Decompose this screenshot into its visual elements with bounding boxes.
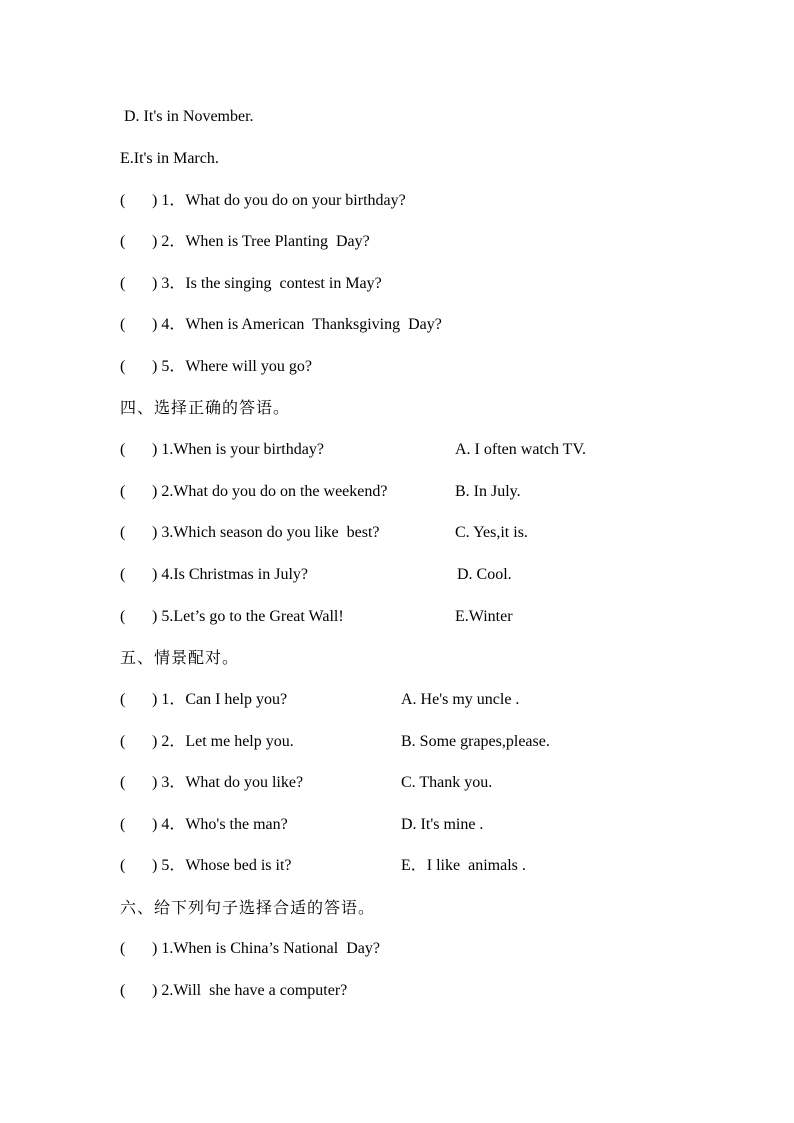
question-text: ) 3．Is the singing contest in May? bbox=[152, 275, 382, 292]
answer-blank[interactable]: ( bbox=[120, 857, 126, 874]
question-text: ) 1.When is China’s National Day? bbox=[152, 940, 380, 957]
question-text: ) 2.Will she have a computer? bbox=[152, 982, 348, 999]
question-text: ) 3．What do you like? bbox=[152, 774, 304, 791]
question-text: ) 2．Let me help you. bbox=[152, 733, 294, 750]
answer-option: A. I often watch TV. bbox=[455, 441, 586, 458]
answer-blank[interactable]: ( bbox=[120, 192, 126, 209]
answer-blank[interactable]: ( bbox=[120, 816, 126, 833]
section6-heading: 六、给下列句子选择合适的答语。 bbox=[120, 898, 376, 917]
answer-option: E.Winter bbox=[455, 608, 513, 625]
answer-blank[interactable]: ( bbox=[120, 940, 126, 957]
section5-heading: 五、情景配对。 bbox=[120, 648, 240, 667]
answer-blank[interactable]: ( bbox=[120, 441, 126, 458]
answer-option: C. Yes,it is. bbox=[455, 524, 528, 541]
question-text: ) 2．When is Tree Planting Day? bbox=[152, 233, 370, 250]
answer-option: D. Cool. bbox=[457, 566, 512, 583]
answer-blank[interactable]: ( bbox=[120, 233, 126, 250]
answer-option: B. In July. bbox=[455, 483, 521, 500]
question-text: ) 4．Who's the man? bbox=[152, 816, 288, 833]
answer-blank[interactable]: ( bbox=[120, 608, 126, 625]
answer-blank[interactable]: ( bbox=[120, 358, 126, 375]
question-text: ) 1．What do you do on your birthday? bbox=[152, 192, 406, 209]
answer-blank[interactable]: ( bbox=[120, 316, 126, 333]
option-d: D. It's in November. bbox=[120, 108, 254, 125]
answer-option: C. Thank you. bbox=[401, 774, 493, 791]
question-text: ) 5．Whose bed is it? bbox=[152, 857, 292, 874]
answer-option: B. Some grapes,please. bbox=[401, 733, 550, 750]
question-text: ) 2.What do you do on the weekend? bbox=[152, 483, 388, 500]
answer-blank[interactable]: ( bbox=[120, 566, 126, 583]
answer-option: D. It's mine . bbox=[401, 816, 484, 833]
question-text: ) 5.Let’s go to the Great Wall! bbox=[152, 608, 344, 625]
section4-heading: 四、选择正确的答语。 bbox=[120, 398, 291, 417]
question-text: ) 1．Can I help you? bbox=[152, 691, 288, 708]
question-text: ) 3.Which season do you like best? bbox=[152, 524, 380, 541]
option-e: E.It's in March. bbox=[120, 150, 219, 167]
answer-blank[interactable]: ( bbox=[120, 733, 126, 750]
question-text: ) 5．Where will you go? bbox=[152, 358, 312, 375]
answer-option: A. He's my uncle . bbox=[401, 691, 520, 708]
answer-blank[interactable]: ( bbox=[120, 524, 126, 541]
answer-blank[interactable]: ( bbox=[120, 774, 126, 791]
answer-blank[interactable]: ( bbox=[120, 982, 126, 999]
answer-blank[interactable]: ( bbox=[120, 275, 126, 292]
question-text: ) 4．When is American Thanksgiving Day? bbox=[152, 316, 442, 333]
answer-blank[interactable]: ( bbox=[120, 691, 126, 708]
answer-blank[interactable]: ( bbox=[120, 483, 126, 500]
question-text: ) 4.Is Christmas in July? bbox=[152, 566, 308, 583]
answer-option: E．I like animals . bbox=[401, 857, 526, 874]
question-text: ) 1.When is your birthday? bbox=[152, 441, 324, 458]
